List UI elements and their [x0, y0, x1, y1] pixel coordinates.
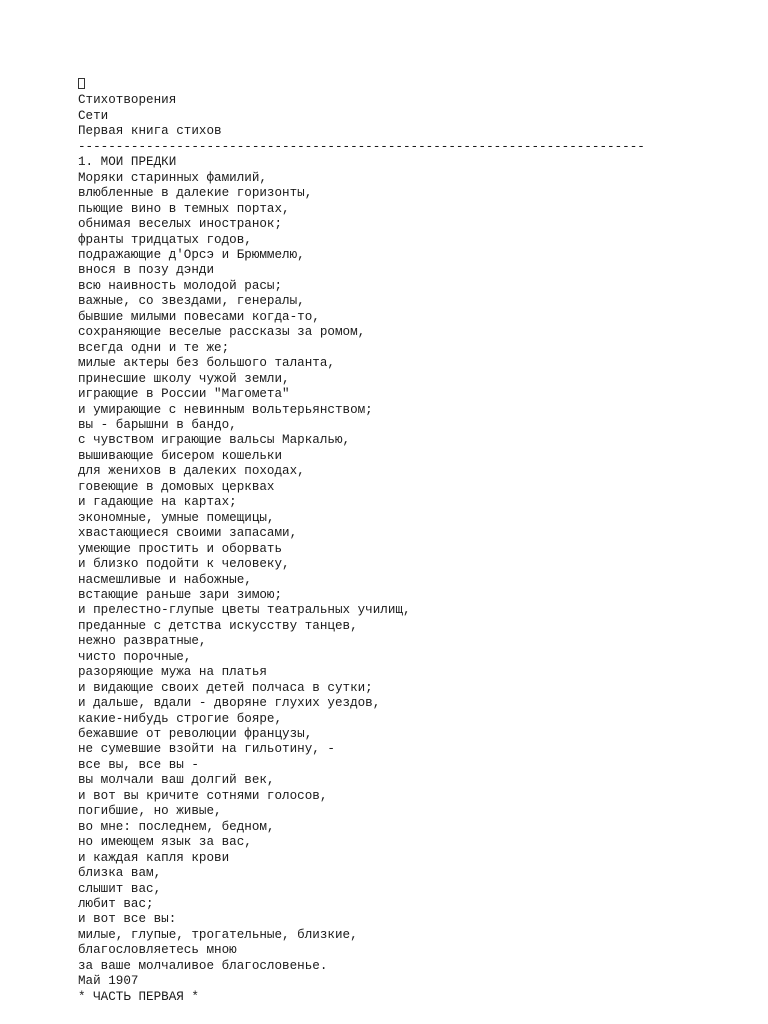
poem-line: хвастающиеся своими запасами,: [78, 526, 298, 541]
poem-line: какие-нибудь строгие бояре,: [78, 711, 283, 726]
poem-line: вы - барышни в бандо,: [78, 417, 237, 432]
poem-line: и вот все вы:: [78, 912, 177, 927]
poem-line: милые актеры без большого таланта,: [78, 356, 335, 371]
poem-line: всю наивность молодой расы;: [78, 278, 283, 293]
poem-line: вы молчали ваш долгий век,: [78, 773, 275, 788]
poem-line: вышивающие бисером кошельки: [78, 448, 283, 463]
missing-glyph-box: [78, 78, 768, 93]
poem-date: Май 1907: [78, 974, 139, 989]
poem-line: нежно развратные,: [78, 634, 207, 649]
poem-line: всегда одни и те же;: [78, 340, 230, 355]
poem-line: принесшие школу чужой земли,: [78, 371, 290, 386]
poem-line: с чувством играющие вальсы Маркалью,: [78, 433, 351, 448]
poem-line: бежавшие от революции французы,: [78, 727, 313, 742]
poem-body: [78, 171, 768, 975]
poem-line: и гадающие на картах;: [78, 495, 237, 510]
poem-line: не сумевшие взойти на гильотину, -: [78, 742, 335, 757]
document-title: Стихотворения: [78, 93, 177, 108]
poem-line: бывшие милыми повесами когда-то,: [78, 309, 320, 324]
poem-line: благословляетесь мною: [78, 943, 237, 958]
poem-line: чисто порочные,: [78, 649, 192, 664]
poem-line: влюбленные в далекие горизонты,: [78, 186, 313, 201]
poem-line: говеющие в домовых церквах: [78, 479, 275, 494]
poem-line: и умирающие с невинным вольтерьянством;: [78, 402, 373, 417]
poem-line: слышит вас,: [78, 881, 162, 896]
poem-line: важные, со звездами, генералы,: [78, 294, 305, 309]
poem-line: разоряющие мужа на платья: [78, 665, 267, 680]
poem-line: внося в позу дэнди: [78, 263, 215, 278]
poem-line: преданные с детства искусству танцев,: [78, 618, 358, 633]
poem-line: экономные, умные помещицы,: [78, 510, 275, 525]
poem-heading: 1. МОИ ПРЕДКИ: [78, 155, 177, 170]
missing-glyph-icon: [78, 78, 85, 89]
poem-line: близка вам,: [78, 866, 162, 881]
poem-line: для женихов в далеких походах,: [78, 464, 305, 479]
poem-line: и вот вы кричите сотнями голосов,: [78, 788, 328, 803]
poem-line: милые, глупые, трогательные, близкие,: [78, 927, 358, 942]
poem-line: играющие в России "Магомета": [78, 387, 290, 402]
poem-line: но имеющем язык за вас,: [78, 835, 252, 850]
poem-line: любит вас;: [78, 897, 154, 912]
poem-line: погибшие, но живые,: [78, 804, 222, 819]
poem-line: и видающие своих детей полчаса в сутки;: [78, 680, 373, 695]
poem-line: все вы, все вы -: [78, 757, 199, 772]
poem-line: умеющие простить и оборвать: [78, 541, 283, 556]
poem-line: и дальше, вдали - дворяне глухих уездов,: [78, 696, 381, 711]
poem-line: и близко подойти к человеку,: [78, 557, 290, 572]
collection-title: Сети: [78, 108, 109, 123]
part-heading: * ЧАСТЬ ПЕРВАЯ *: [78, 989, 199, 1004]
poem-line: сохраняющие веселые рассказы за ромом,: [78, 325, 366, 340]
book-title: Первая книга стихов: [78, 124, 222, 139]
separator-line: ---------------------------------------------------------------------------: [78, 139, 645, 154]
poem-line: франты тридцатых годов,: [78, 232, 252, 247]
poem-line: насмешливые и набожные,: [78, 572, 252, 587]
poem-line: подражающие д'Орсэ и Брюммелю,: [78, 247, 305, 262]
poem-line: за ваше молчаливое благословенье.: [78, 958, 328, 973]
poem-line: встающие раньше зари зимою;: [78, 587, 283, 602]
poem-line: и прелестно-глупые цветы театральных училищ,: [78, 603, 411, 618]
poem-line: и каждая капля крови: [78, 850, 230, 865]
poem-line: Моряки старинных фамилий,: [78, 170, 267, 185]
poem-line: обнимая веселых иностранок;: [78, 217, 283, 232]
poem-line: пьющие вино в темных портах,: [78, 201, 290, 216]
poem-line: во мне: последнем, бедном,: [78, 819, 275, 834]
